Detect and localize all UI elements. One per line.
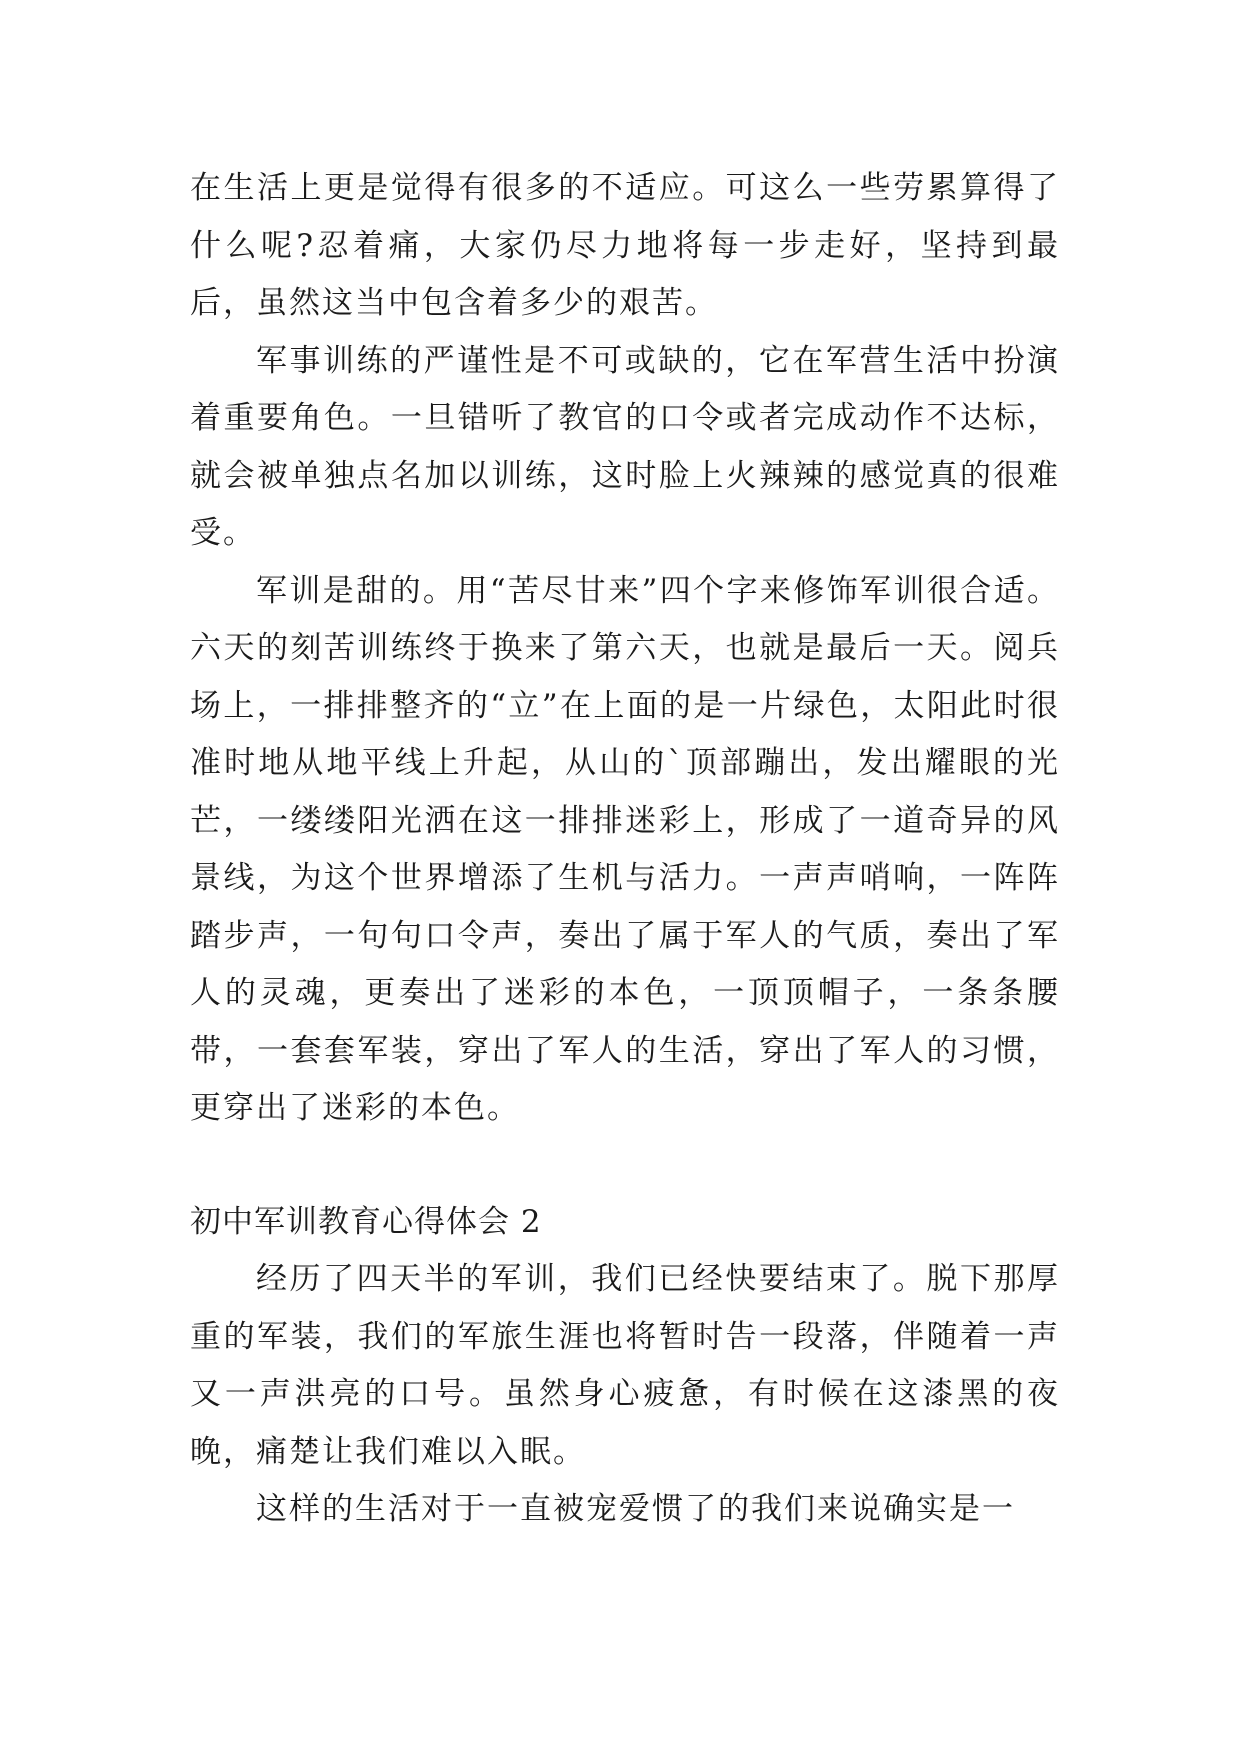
- paragraph: 军事训练的严谨性是不可或缺的，它在军营生活中扮演着重要角色。一旦错听了教官的口令或者完成动作不达标，就会被单独点名加以训练，这时脸上火辣辣的感觉真的很难受。: [190, 342, 1060, 551]
- paragraph: 经历了四天半的军训，我们已经快要结束了。脱下那厚重的军装，我们的军旅生涯也将暂时告一段落，伴随着一声又一声洪亮的口号。虽然身心疲惫，有时候在这漆黑的夜晚，痛楚让我们难以入眠。: [190, 1261, 1060, 1470]
- paragraph: 在生活上更是觉得有很多的不适应。可这么一些劳累算得了什么呢?忍着痛，大家仍尽力地将每一步走好，坚持到最后，虽然这当中包含着多少的艰苦。: [190, 170, 1060, 321]
- document-body: [190, 160, 1060, 1539]
- paragraph: 军训是甜的。用“苦尽甘来”四个字来修饰军训很合适。六天的刻苦训练终于换来了第六天，也就是最后一天。阅兵场上，一排排整齐的“立”在上面的是一片绿色，太阳此时很准时地从地平线上升起，从山的`顶部蹦出，发出耀眼的光芒，一缕缕阳光洒在这一排排迷彩上，形成了一道奇异的风景线，为这个世界增添了生机与活力。一声声哨响，一阵阵踏步声，一句句口令声，奏出了属于军人的气质，奏出了军人的灵魂，更奏出了迷彩的本色，一顶顶帽子，一条条腰带，一套套军装，穿出了军人的生活，穿出了军人的习惯，更穿出了迷彩的本色。: [190, 572, 1060, 1126]
- section-heading: 初中军训教育心得体会 2: [190, 1203, 542, 1240]
- paragraph: 这样的生活对于一直被宠爱惯了的我们来说确实是一: [256, 1491, 1015, 1527]
